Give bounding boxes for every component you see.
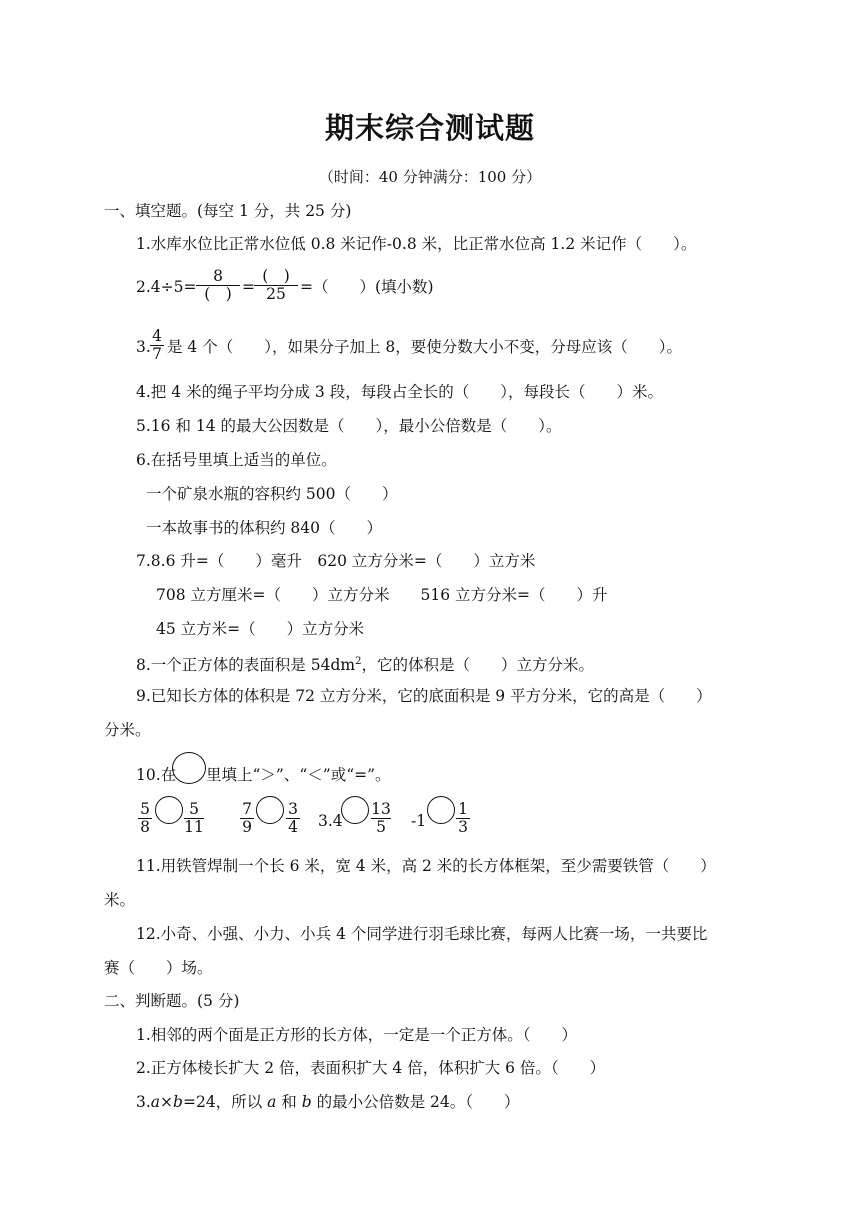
decimal-3-4: 3.4 — [318, 812, 343, 830]
equals-sign: = — [242, 278, 255, 296]
exam-info: （时间：40 分钟满分：100 分） — [318, 168, 542, 186]
fraction-1-3 — [456, 801, 470, 836]
variable-b: b — [301, 1093, 312, 1111]
fraction-denominator: 5 — [376, 818, 386, 836]
question-8 — [136, 652, 594, 675]
fraction-numerator: 3 — [288, 800, 298, 818]
question-3-fraction — [150, 328, 164, 363]
fraction-5-11 — [184, 801, 204, 836]
comparison-circle-4[interactable] — [427, 796, 455, 824]
question-6b: 一本故事书的体积约 840（ ） — [146, 519, 383, 537]
question-7c: 45 立方米=（ ）立方分米 — [156, 620, 365, 638]
superscript-2: 2 — [355, 656, 362, 667]
question-2-fraction-2 — [254, 268, 298, 303]
question-5: 5.16 和 14 的最大公因数是（ ），最小公倍数是（ ）。 — [136, 417, 562, 435]
question-7b: 708 立方厘米=（ ）立方分米 516 立方分米=（ ）升 — [156, 586, 608, 604]
section1-heading: 一、填空题。(每空 1 分，共 25 分) — [104, 202, 352, 220]
comparison-circle-1[interactable] — [155, 796, 183, 824]
comparison-circle-2[interactable] — [256, 796, 284, 824]
question-11-cont: 米。 — [104, 891, 136, 909]
q3-number: 3. — [136, 1093, 151, 1111]
variable-b: b — [173, 1093, 183, 1111]
question-8-text: 8.一个正方体的表面积是 54dm — [136, 656, 356, 675]
question-3-prefix: 3. — [136, 338, 151, 356]
times-sign: × — [160, 1093, 174, 1111]
question-10-prefix: 10.在 — [136, 766, 177, 784]
fraction-denominator: 25 — [266, 285, 286, 303]
q3-text-end: 的最小公倍数是 24。（ ） — [311, 1093, 520, 1111]
fraction-denominator: 4 — [288, 818, 298, 836]
question-9: 9.已知长方体的体积是 72 立方分米，它的底面积是 9 平方分米，它的高是（ ） — [136, 687, 712, 705]
fraction-denominator: 3 — [458, 818, 468, 836]
question-6: 6.在括号里填上适当的单位。 — [136, 451, 337, 469]
fraction-numerator: 7 — [242, 800, 252, 818]
question-2-prefix: 2.4÷5= — [136, 278, 197, 296]
q3-text: 和 — [276, 1093, 302, 1111]
fraction-numerator: 4 — [152, 327, 162, 345]
section2-heading: 二、判断题。(5 分) — [104, 992, 240, 1010]
question-3-suffix: 是 4 个（ ），如果分子加上 8，要使分数大小不变，分母应该（ ）。 — [167, 338, 683, 356]
question-10-text: 里填上“＞”、“＜”或“=”。 — [206, 766, 391, 784]
fraction-numerator: 1 — [458, 800, 468, 818]
question-1: 1.水库水位比正常水位低 0.8 米记作-0.8 米，比正常水位高 1.2 米记作（ ）。 — [136, 235, 697, 253]
fraction-13-5 — [371, 801, 391, 836]
judge-question-1: 1.相邻的两个面是正方形的长方体，一定是一个正方体。（ ） — [136, 1026, 578, 1044]
fraction-numerator: 8 — [213, 267, 223, 285]
question-12: 12.小奇、小强、小力、小兵 4 个同学进行羽毛球比赛，每两人比赛一场，一共要比 — [136, 925, 708, 943]
question-12-cont: 赛（ ）场。 — [104, 959, 213, 977]
fraction-denominator: 9 — [242, 818, 252, 836]
question-9-cont: 分米。 — [104, 721, 151, 739]
question-7a: 7.8.6 升=（ ）毫升 620 立方分米=（ ）立方米 — [136, 552, 536, 570]
negative-one: -1 — [411, 812, 427, 830]
fraction-numerator: 13 — [371, 800, 391, 818]
variable-a: a — [150, 1093, 161, 1111]
fraction-denominator: 8 — [140, 818, 150, 836]
comparison-circle — [172, 752, 206, 784]
question-2-fraction-1 — [196, 268, 240, 303]
comparison-circle-3[interactable] — [341, 796, 369, 824]
judge-question-2: 2.正方体棱长扩大 2 倍，表面积扩大 4 倍，体积扩大 6 倍。（ ） — [136, 1059, 606, 1077]
question-11: 11.用铁管焊制一个长 6 米，宽 4 米，高 2 米的长方体框架，至少需要铁管（ ） — [136, 857, 716, 875]
question-4: 4.把 4 米的绳子平均分成 3 段，每段占全长的（ ），每段长（ ）米。 — [136, 383, 663, 401]
fraction-3-4 — [286, 801, 300, 836]
fraction-numerator: 5 — [140, 800, 150, 818]
question-6a: 一个矿泉水瓶的容积约 500（ ） — [146, 485, 398, 503]
q3-text: =24，所以 — [182, 1093, 268, 1111]
fraction-denominator: 7 — [152, 345, 162, 363]
variable-a: a — [267, 1093, 277, 1111]
page-title: 期末综合测试题 — [324, 111, 535, 145]
question-2-suffix: =（ ）(填小数) — [300, 278, 434, 296]
fraction-numerator: 5 — [189, 800, 199, 818]
fraction-5-8 — [138, 801, 152, 836]
judge-question-3 — [136, 1092, 520, 1112]
fraction-7-9 — [240, 801, 254, 836]
fraction-denominator: ( ) — [204, 285, 232, 303]
question-8-text-end: ，它的体积是（ ）立方分米。 — [361, 656, 594, 675]
fraction-denominator: 11 — [184, 818, 204, 836]
fraction-numerator: ( ) — [262, 267, 290, 285]
